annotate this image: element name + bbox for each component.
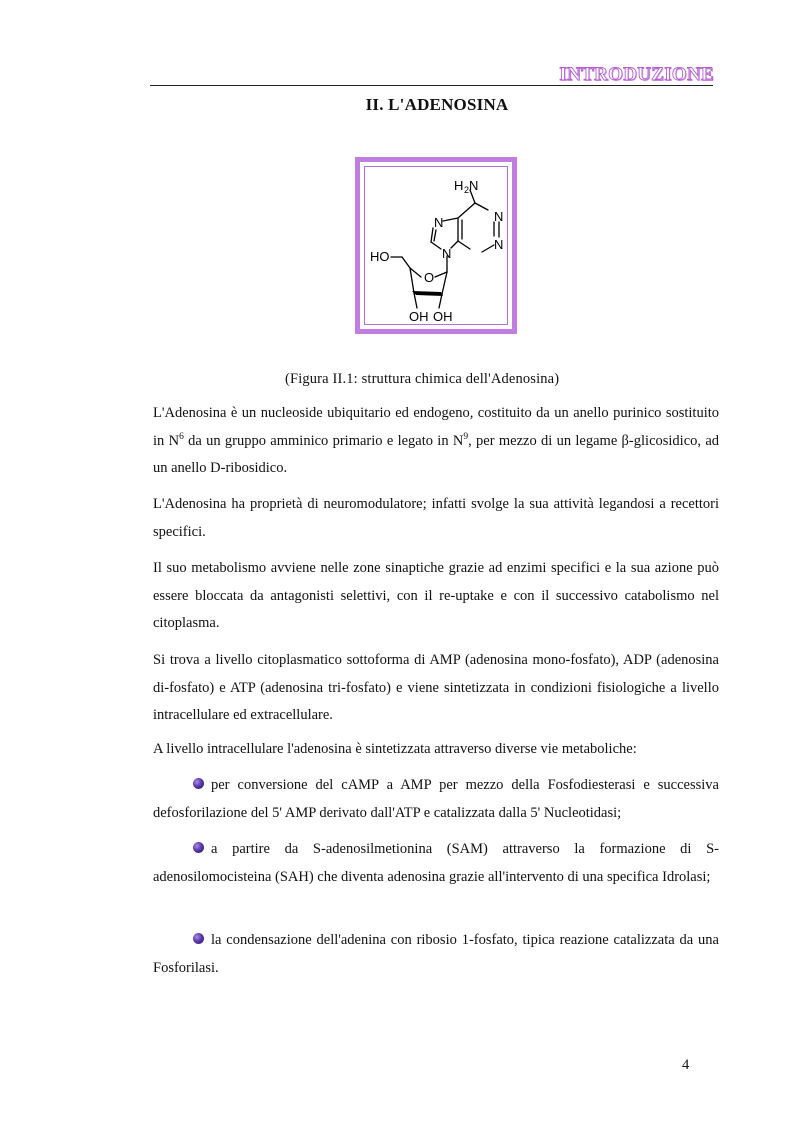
amine-n: N (469, 178, 479, 193)
ribose-oxygen-label: O (424, 270, 435, 285)
amine-n-label: H (454, 178, 464, 193)
header-divider (150, 85, 713, 86)
paragraph-metabolism: Il suo metabolismo avviene nelle zone sinaptiche grazie ad enzimi specifici e la sua azione può essere bloccata da antagonisti selettivi, con il re-uptake e con il successivo catabolismo nel citoplasma. (153, 560, 719, 631)
ring-n7-label: N (434, 215, 444, 230)
hydroxyl-2-label: OH (409, 309, 429, 324)
adenosine-molecule-diagram (363, 165, 509, 326)
ring-n3-label: N (494, 237, 504, 252)
ring-n9-label: N (442, 246, 452, 261)
paragraph-localization: Si trova a livello citoplasmatico sottoforma di AMP (adenosina mono-fosfato), ADP (adenosina di-fosfato) e ATP (adenosina tri-fosfato) e viene sintetizzata in condizioni fisiologiche a livello intracellulare ed extracellulare. (153, 652, 719, 723)
paragraph-pathways-intro: A livello intracellulare l'adenosina è sintetizzata attraverso diverse vie metaboliche: (153, 741, 637, 757)
ring-n1-label: N (494, 209, 504, 224)
figure-caption: (Figura II.1: struttura chimica dell'Adenosina) (285, 371, 560, 387)
paragraph-neuromodulator: L'Adenosina ha proprietà di neuromodulatore; infatti svolge la sua attività legandosi a recettori specifici. (153, 496, 719, 540)
superscript-9: 9 (463, 431, 469, 442)
bullet-item-sam: a partire da S-adenosilmetionina (SAM) attraverso la formazione di S-adenosilomocisteina (SAH) che diventa adenosina grazie all'intervento di una specifica Idrolasi; (153, 841, 719, 885)
chapter-title: II. L'ADENOSINA (365, 95, 509, 114)
hydroxyl-3-label: OH (433, 309, 453, 324)
paragraph-definition: L'Adenosina è un nucleoside ubiquitario ed endogeno, costituito da un anello purinico sostituito in $N^6$ da un gruppo amminico primario e legato in $N^9$, per mezzo di un legame β-glicosidico, ad un anello D-ribosidico. (153, 405, 720, 476)
adenosine-structure-figure (355, 157, 517, 334)
page-number: 4 (682, 1057, 690, 1073)
bullet-item-camp: per conversione del cAMP a AMP per mezzo della Fosfodiesterasi e successiva defosforilazione del 5' AMP derivato dall'ATP e catalizzata dalla 5' Nucleotidasi; (153, 777, 719, 821)
amine-subscript: 2 (464, 185, 470, 195)
superscript-6: 6 (179, 431, 184, 442)
bullet-sphere-icon (193, 778, 204, 789)
bullet-sphere-icon (193, 933, 204, 944)
hydroxymethyl-label: HO (370, 249, 390, 264)
bullet-item-condensation: la condensazione dell'adenina con ribosio 1-fosfato, tipica reazione catalizzata da una Fosforilasi. (153, 932, 719, 976)
bullet-sphere-icon (193, 842, 204, 853)
header-section-title: INTRODUZIONE (559, 64, 714, 85)
